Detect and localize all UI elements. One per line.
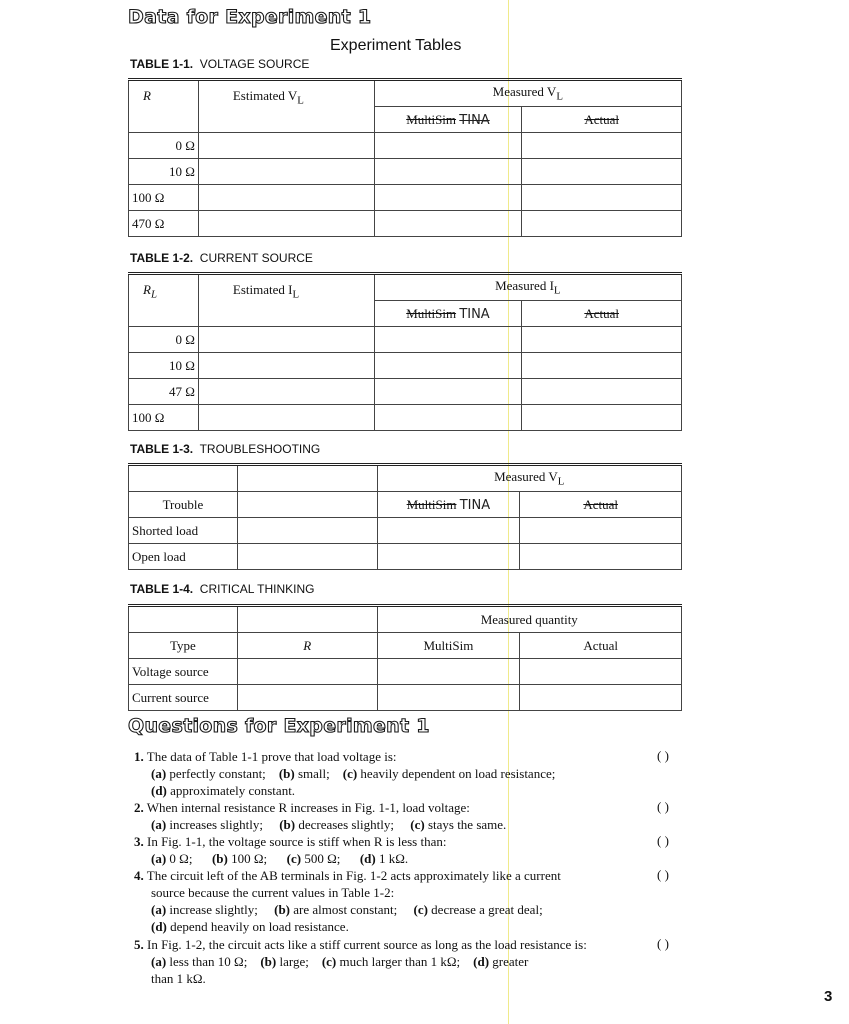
question-2: 2. When internal resistance R increases in Fig. 1-1, load voltage: (a) increases slightly; (b) decreases slightly; (c) stays the same. <box>134 800 507 832</box>
answer-blank-4: ( ) <box>657 867 669 882</box>
table2-sub-actual: Actual <box>522 301 682 327</box>
table2-header-rl: $R_L$ <box>129 274 199 327</box>
table3-header-measured: Measured $V_L$ <box>377 465 682 492</box>
table4-sub-multisim: MultiSim <box>377 633 520 659</box>
table2-row-label: 100 Ω <box>129 405 199 431</box>
handwritten-tina: TINA <box>459 306 490 322</box>
table3-sub-actual: Actual <box>520 492 682 518</box>
table1-sub-multisim: MultiSim TINA <box>374 107 522 133</box>
table4-row-label: Current source <box>129 685 238 711</box>
table1-voltage-source <box>128 78 682 237</box>
table2-sub-multisim: MultiSim TINA <box>374 301 522 327</box>
table1-row-label: 10 Ω <box>129 159 199 185</box>
question-1: 1. The data of Table 1-1 prove that load voltage is: (a) perfectly constant; (b) small; (c) heavily dependent on load resistance; (d) approximately constant. <box>134 749 556 798</box>
table1-row-label: 470 Ω <box>129 211 199 237</box>
table1-sub-actual: Actual <box>522 107 682 133</box>
handwritten-tina: TINA <box>459 497 491 513</box>
table3-row-label: Shorted load <box>129 518 238 544</box>
table3-label: TABLE 1-3. TROUBLESHOOTING <box>130 442 321 456</box>
table2-row-label: 0 Ω <box>129 327 199 353</box>
table1-row-label: 0 Ω <box>129 133 199 159</box>
handwritten-tina: TINA <box>459 112 490 128</box>
page-subtitle: Experiment Tables <box>330 37 462 54</box>
answer-blank-3: ( ) <box>657 833 669 848</box>
table1-header-estimated: Estimated $V_L$ <box>198 80 374 133</box>
question-3: 3. In Fig. 1-1, the voltage source is stiff when R is less than: (a) 0 Ω; (b) 100 Ω; (c) 500 Ω; (d) 1 kΩ. <box>134 834 447 866</box>
table3-troubleshooting <box>128 463 682 570</box>
table4-row-label: Voltage source <box>129 659 238 685</box>
table4-label: TABLE 1-4. CRITICAL THINKING <box>130 582 315 596</box>
table4-sub-actual: Actual <box>520 633 682 659</box>
table3-sub-multisim: MultiSim TINA <box>377 492 520 518</box>
table1-row-label: 100 Ω <box>129 185 199 211</box>
question-4: 4. The circuit left of the AB terminals in Fig. 1-2 acts approximately like a current source because the current values in Table 1-2: (a) increase slightly; (b) are almost constant; (c) decrease a great deal; (d) depend heavily on load resistance. <box>134 868 561 934</box>
table1-label: TABLE 1-1. VOLTAGE SOURCE <box>130 57 310 71</box>
table2-current-source <box>128 272 682 431</box>
questions-title: Questions for Experiment 1 <box>128 715 430 737</box>
table2-row-label: 47 Ω <box>129 379 199 405</box>
table3-header-trouble: Trouble <box>129 492 238 518</box>
table2-header-measured: Measured $I_L$ <box>374 274 681 301</box>
table3-row-label: Open load <box>129 544 238 570</box>
page-title: Data for Experiment 1 <box>128 6 372 28</box>
table2-row-label: 10 Ω <box>129 353 199 379</box>
answer-blank-2: ( ) <box>657 799 669 814</box>
answer-blank-1: ( ) <box>657 748 669 763</box>
table4-header-measured: Measured quantity <box>377 606 682 633</box>
table4-critical-thinking <box>128 604 682 711</box>
question-5: 5. In Fig. 1-2, the circuit acts like a stiff current source as long as the load resistance is: (a) less than 10 Ω; (b) large; (c) much larger than 1 kΩ; (d) greater than 1 kΩ. <box>134 937 587 986</box>
table4-header-type: Type <box>129 633 238 659</box>
page-number: 3 <box>824 988 833 1005</box>
table4-header-r: R <box>237 633 377 659</box>
answer-blank-5: ( ) <box>657 936 669 951</box>
table2-header-estimated: Estimated $I_L$ <box>198 274 374 327</box>
table1-header-measured: Measured $V_L$ <box>374 80 681 107</box>
table2-label: TABLE 1-2. CURRENT SOURCE <box>130 251 313 265</box>
table1-header-r: R <box>129 80 199 133</box>
